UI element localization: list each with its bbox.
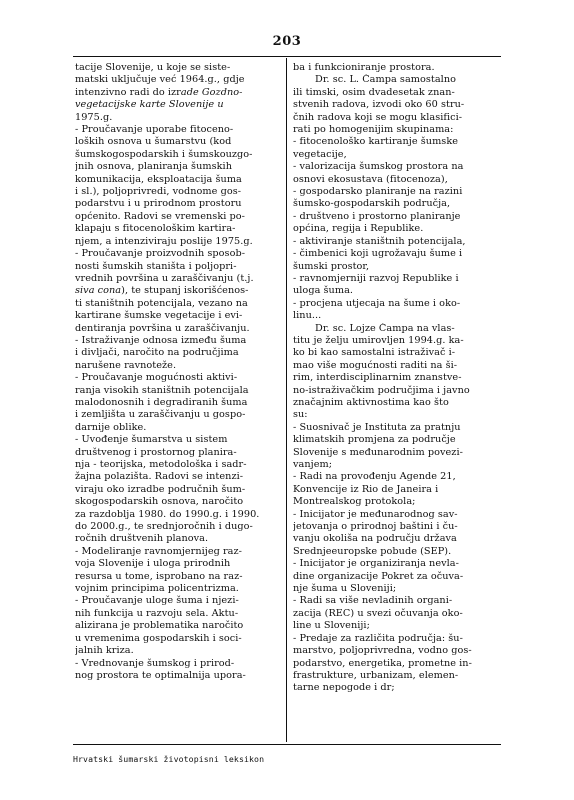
text-line: loških osnova u šumarstvu (kod bbox=[75, 136, 232, 148]
text-line: Dr. sc. L. Čampa samostalno bbox=[315, 74, 456, 86]
text-line: - Predaje za različita područja: šu- bbox=[293, 632, 463, 644]
text-line: - gospodarsko planiranje na razini bbox=[293, 186, 463, 198]
text-line: intenzivno radi do izrade Gozdno- bbox=[75, 86, 243, 98]
text-line: uloga šuma. bbox=[293, 285, 354, 297]
text-line: šumsko-gospodarskih područja, bbox=[293, 198, 451, 210]
text-line: i zemljišta u zaraščivanju u gospo- bbox=[75, 409, 246, 421]
text-line: - Suosnivač je Instituta za pratnju bbox=[293, 421, 461, 433]
text-line: skogospodarskih osnova, naročito bbox=[75, 496, 244, 508]
text-line: - Proučavanje uloge šuma i njezi- bbox=[75, 595, 239, 607]
text-line: viraju oko izradbe područnih šum- bbox=[75, 483, 246, 495]
text-line: komunikacija, eksploatacija šuma bbox=[75, 173, 242, 185]
text-line: podarstvo, energetika, prometne in- bbox=[293, 657, 472, 669]
text-line: alizirana je problematika naročito bbox=[75, 620, 244, 632]
text-line: njem, a intenziviraju poslije 1975.g. bbox=[75, 235, 253, 247]
text-line: u vremenima gospodarskih i soci- bbox=[75, 632, 242, 644]
text-line: - ravnomjerniji razvoj Republike i bbox=[293, 272, 459, 284]
text-line: - Inicijator je međunarodnog sav- bbox=[293, 508, 458, 520]
text-line: za razdoblja 1980. do 1990.g. i 1990. bbox=[75, 508, 260, 520]
text-line: do 2000.g., te srednjoročnih i dugo- bbox=[75, 521, 253, 533]
text-line: zacija (REC) u svezi očuvanja oko- bbox=[293, 607, 463, 619]
text-line: vanju okoliša na području država bbox=[293, 533, 457, 545]
text-line: ranja visokih staništnih potencijala bbox=[75, 384, 249, 396]
text-line: klapaju s fitocenološkim kartira- bbox=[75, 223, 236, 235]
left-column bbox=[75, 62, 281, 682]
text-line: - Radi sa više nevladinih organi- bbox=[293, 595, 453, 607]
text-line: - društveno i prostorno planiranje bbox=[293, 210, 461, 222]
text-line: ti staništnih potencijala, vezano na bbox=[75, 297, 248, 309]
footer-title: Hrvatski šumarski životopisni leksikon bbox=[73, 754, 265, 764]
text-line: tacije Slovenije, u koje se siste- bbox=[75, 62, 231, 73]
text-line: line u Sloveniji; bbox=[293, 620, 370, 632]
text-line: ročnih društvenih planova. bbox=[75, 533, 209, 545]
column-divider bbox=[286, 58, 287, 742]
text-line: općenito. Radovi se vremenski po- bbox=[75, 210, 245, 222]
page-number: 203 bbox=[272, 34, 302, 49]
text-line: darnije oblike. bbox=[75, 421, 147, 433]
text-line: rati po homogenijim skupinama: bbox=[293, 124, 454, 136]
bottom-rule bbox=[73, 744, 501, 745]
text-line: siva cona), te stupanj iskorišćenos- bbox=[75, 285, 249, 297]
right-column bbox=[293, 62, 499, 695]
text-line: su: bbox=[293, 409, 308, 421]
text-line: klimatskih promjena za područje bbox=[293, 434, 456, 446]
text-line: - čimbenici koji ugrožavaju šume i bbox=[293, 248, 463, 260]
text-line: titu je želju umirovljen 1994.g. ka- bbox=[293, 334, 464, 346]
text-line: - valorizacija šumskog prostora na bbox=[293, 161, 464, 173]
text-line: vanjem; bbox=[293, 459, 333, 470]
text-line: Dr. sc. Lojze Čampa na vlas- bbox=[315, 322, 455, 334]
text-line: nog prostora te optimalnija upora- bbox=[75, 669, 246, 681]
text-line: podarstvu i u prirodnom prostoru bbox=[75, 198, 242, 210]
text-line: no-istraživačkim područjima i javno bbox=[293, 384, 470, 396]
text-line: nja - teorijska, metodološka i sadr- bbox=[75, 459, 247, 470]
text-line: matski uključuje već 1964.g., gdje bbox=[75, 74, 245, 86]
text-line: narušene ravnoteže. bbox=[75, 359, 177, 371]
text-line: Srednjeeuropske pobude (SEP). bbox=[293, 545, 452, 557]
text-line: dine organizacije Pokret za očuva- bbox=[293, 570, 464, 582]
text-line: - aktiviranje staništnih potencijala, bbox=[293, 235, 466, 247]
text-line: žajna polazišta. Radovi se intenzi- bbox=[75, 471, 244, 483]
text-line: - Vrednovanje šumskog i prirod- bbox=[75, 657, 235, 669]
text-line: Montrealskog protokola; bbox=[293, 496, 416, 508]
text-line: i sl.), poljoprivredi, vodnome gos- bbox=[75, 186, 242, 198]
text-line: Konvencije iz Rio de Janeira i bbox=[293, 483, 439, 495]
text-line: voja Slovenije i uloga prirodnih bbox=[75, 558, 231, 570]
text-line: - Inicijator je organiziranja nevla- bbox=[293, 558, 459, 570]
text-line: društvenog i prostornog planira- bbox=[75, 446, 237, 458]
text-line: značajnim aktivnostima kao što bbox=[293, 396, 449, 408]
text-line: općina, regija i Republike. bbox=[293, 223, 424, 235]
text-line: osnovi ekosustava (fitocenoza), bbox=[293, 173, 448, 185]
text-line: jalnih kriza. bbox=[75, 645, 134, 657]
text-line: rim, interdisciplinarnim znanstve- bbox=[293, 372, 462, 384]
text-line: nih funkcija u razvoju sela. Aktu- bbox=[75, 607, 239, 619]
text-line: i divljači, naročito na područjima bbox=[75, 347, 239, 359]
text-line: - fitocenološko kartiranje šumske bbox=[293, 136, 459, 148]
text-line: vegetacije, bbox=[293, 148, 347, 160]
text-line: vrednih površina u zaraščivanju (t.j. bbox=[75, 272, 254, 284]
text-line: nje šuma u Sloveniji; bbox=[293, 583, 397, 595]
text-line: jnih osnova, planiranja šumskih bbox=[75, 161, 232, 173]
text-line: tarne nepogode i dr; bbox=[293, 682, 395, 694]
text-line: frastrukture, urbanizam, elemen- bbox=[293, 669, 459, 681]
text-line: marstvo, poljoprivredna, vodno gos- bbox=[293, 645, 472, 657]
text-line: linu... bbox=[293, 310, 322, 322]
text-line: dentiranja površina u zaraščivanju. bbox=[75, 322, 250, 334]
top-rule bbox=[73, 56, 501, 57]
text-line: - Modeliranje ravnomjernijeg raz- bbox=[75, 545, 242, 557]
text-line: jetovanja o prirodnoj baštini i ču- bbox=[293, 521, 458, 533]
text-line: 1975.g. bbox=[75, 111, 113, 123]
text-line: - Proučavanje proizvodnih sposob- bbox=[75, 248, 246, 260]
text-line: - Istraživanje odnosa između šuma bbox=[75, 334, 247, 346]
text-line: - Radi na provođenju Agende 21, bbox=[293, 471, 456, 483]
text-line: ko bi kao samostalni istraživač i- bbox=[293, 347, 456, 359]
text-line: vojnim principima policentrizma. bbox=[75, 583, 239, 595]
text-line: - Proučavanje mogućnosti aktivi- bbox=[75, 372, 238, 384]
text-line: stvenih radova, izvodi oko 60 stru- bbox=[293, 99, 465, 111]
text-line: nosti šumskih staništa i poljopri- bbox=[75, 260, 237, 272]
text-line: - procjena utjecaja na šume i oko- bbox=[293, 297, 461, 309]
text-line: mao više mogućnosti raditi na ši- bbox=[293, 359, 458, 371]
text-line: malodonosnih i degradiranih šuma bbox=[75, 396, 248, 408]
text-line: čnih radova koji se mogu klasifici- bbox=[293, 111, 463, 123]
text-line: ba i funkcioniranje prostora. bbox=[293, 62, 435, 73]
text-line: - Uvođenje šumarstva u sistem bbox=[75, 434, 228, 446]
text-line: šumski prostor, bbox=[293, 260, 370, 272]
text-line: ili timski, osim dvadesetak znan- bbox=[293, 86, 455, 98]
text-line: Slovenije s međunarodnim povezi- bbox=[293, 446, 463, 458]
text-line: resursa u tome, isprobano na raz- bbox=[75, 570, 243, 582]
text-line: kartirane šumske vegetacije i evi- bbox=[75, 310, 243, 322]
text-line: - Proučavanje uporabe fitoceno- bbox=[75, 124, 234, 136]
text-line: šumskogospodarskih i šumskouzgo- bbox=[75, 148, 253, 160]
text-line: vegetacijske karte Slovenije u bbox=[75, 99, 224, 111]
